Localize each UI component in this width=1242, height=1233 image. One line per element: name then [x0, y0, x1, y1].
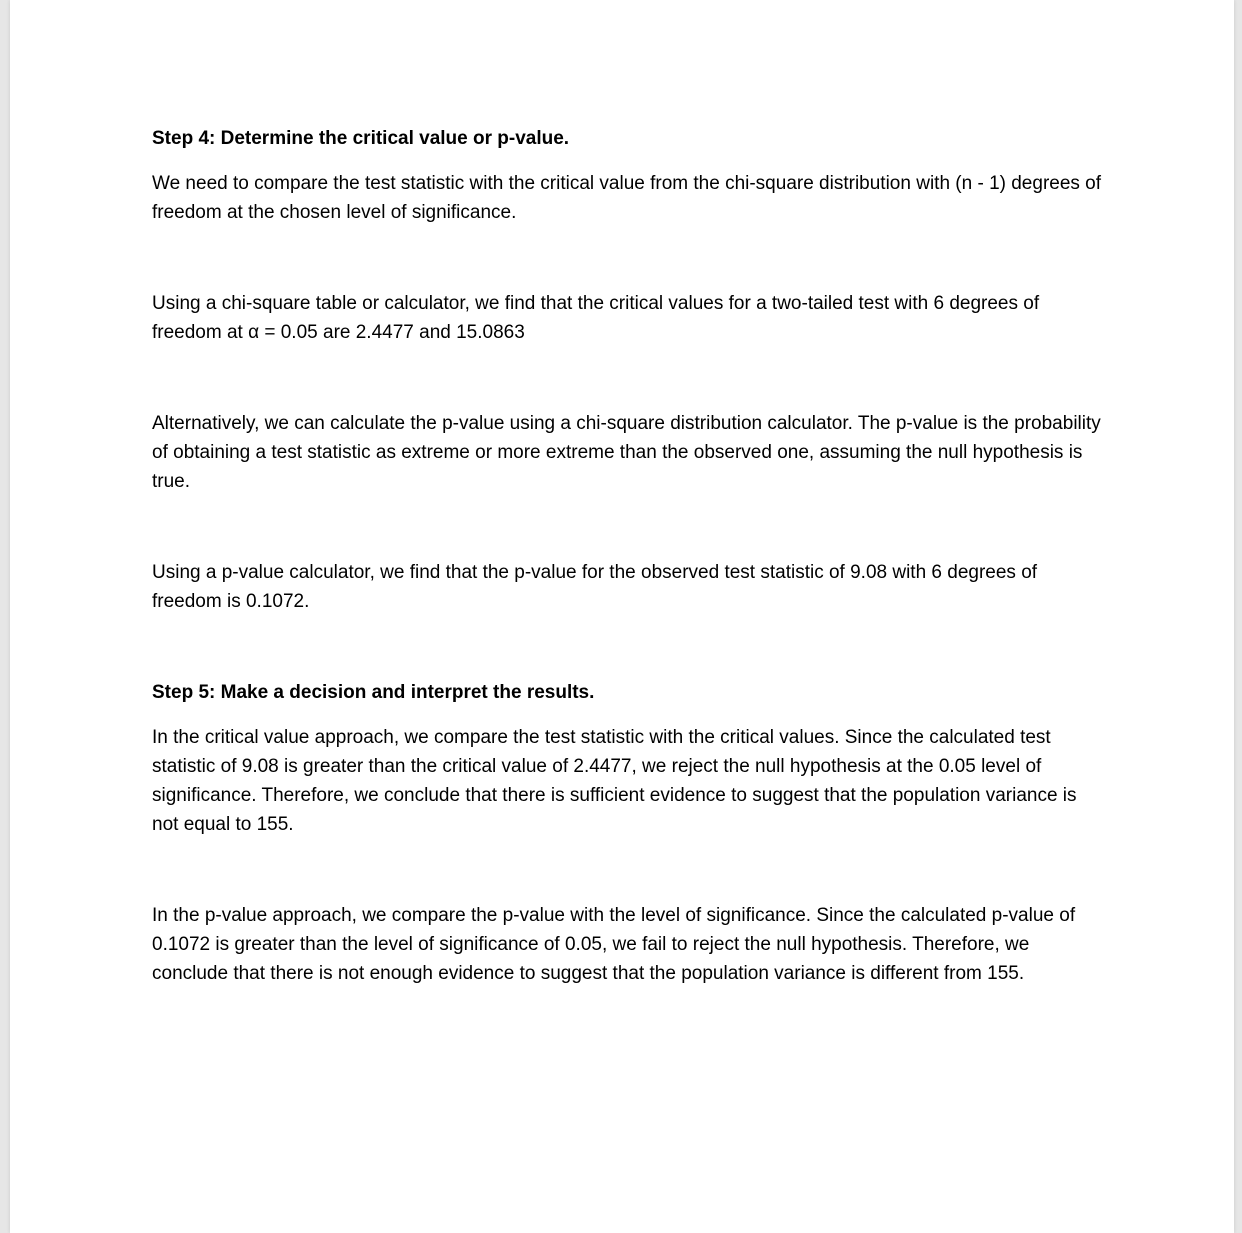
- step4-paragraph-2: Using a chi-square table or calculator, we find that the critical values for a two-tailed test with 6 degrees of freedom at α = 0.05 are 2.4477 and 15.0863: [152, 293, 1040, 343]
- document-body: [152, 124, 1102, 988]
- step4-paragraph-4: Using a p-value calculator, we find that the p-value for the observed test statistic of 9.08 with 6 degrees of freedom is 0.1072.: [152, 562, 1038, 612]
- step4-paragraph-1: We need to compare the test statistic with the critical value from the chi-square distribution with (n - 1) degrees of freedom at the chosen level of significance.: [152, 173, 1102, 223]
- step5-paragraph-1: In the critical value approach, we compare the test statistic with the critical values. Since the calculated test statistic of 9.08 is greater than the critical value of 2.4477, we reject the null hypothesis at the 0.05 level of significance. Therefore, we conclude that there is sufficient evidence to suggest that the population variance is not equal to 155.: [152, 727, 1077, 835]
- step4-heading: Step 4: Determine the critical value or p-value.: [152, 128, 570, 149]
- step5-paragraph-2: In the p-value approach, we compare the p-value with the level of significance. Since the calculated p-value of 0.1072 is greater than the level of significance of 0.05, we fail to reject the null hypothesis. Therefore, we conclude that there is not enough evidence to suggest that the population variance is different from 155.: [152, 905, 1076, 984]
- document-page: [10, 0, 1234, 1233]
- step5-heading: Step 5: Make a decision and interpret the results.: [152, 682, 595, 703]
- step4-paragraph-3: Alternatively, we can calculate the p-value using a chi-square distribution calculator. The p-value is the probability of obtaining a test statistic as extreme or more extreme than the observed one, assuming the null hypothesis is true.: [152, 413, 1101, 492]
